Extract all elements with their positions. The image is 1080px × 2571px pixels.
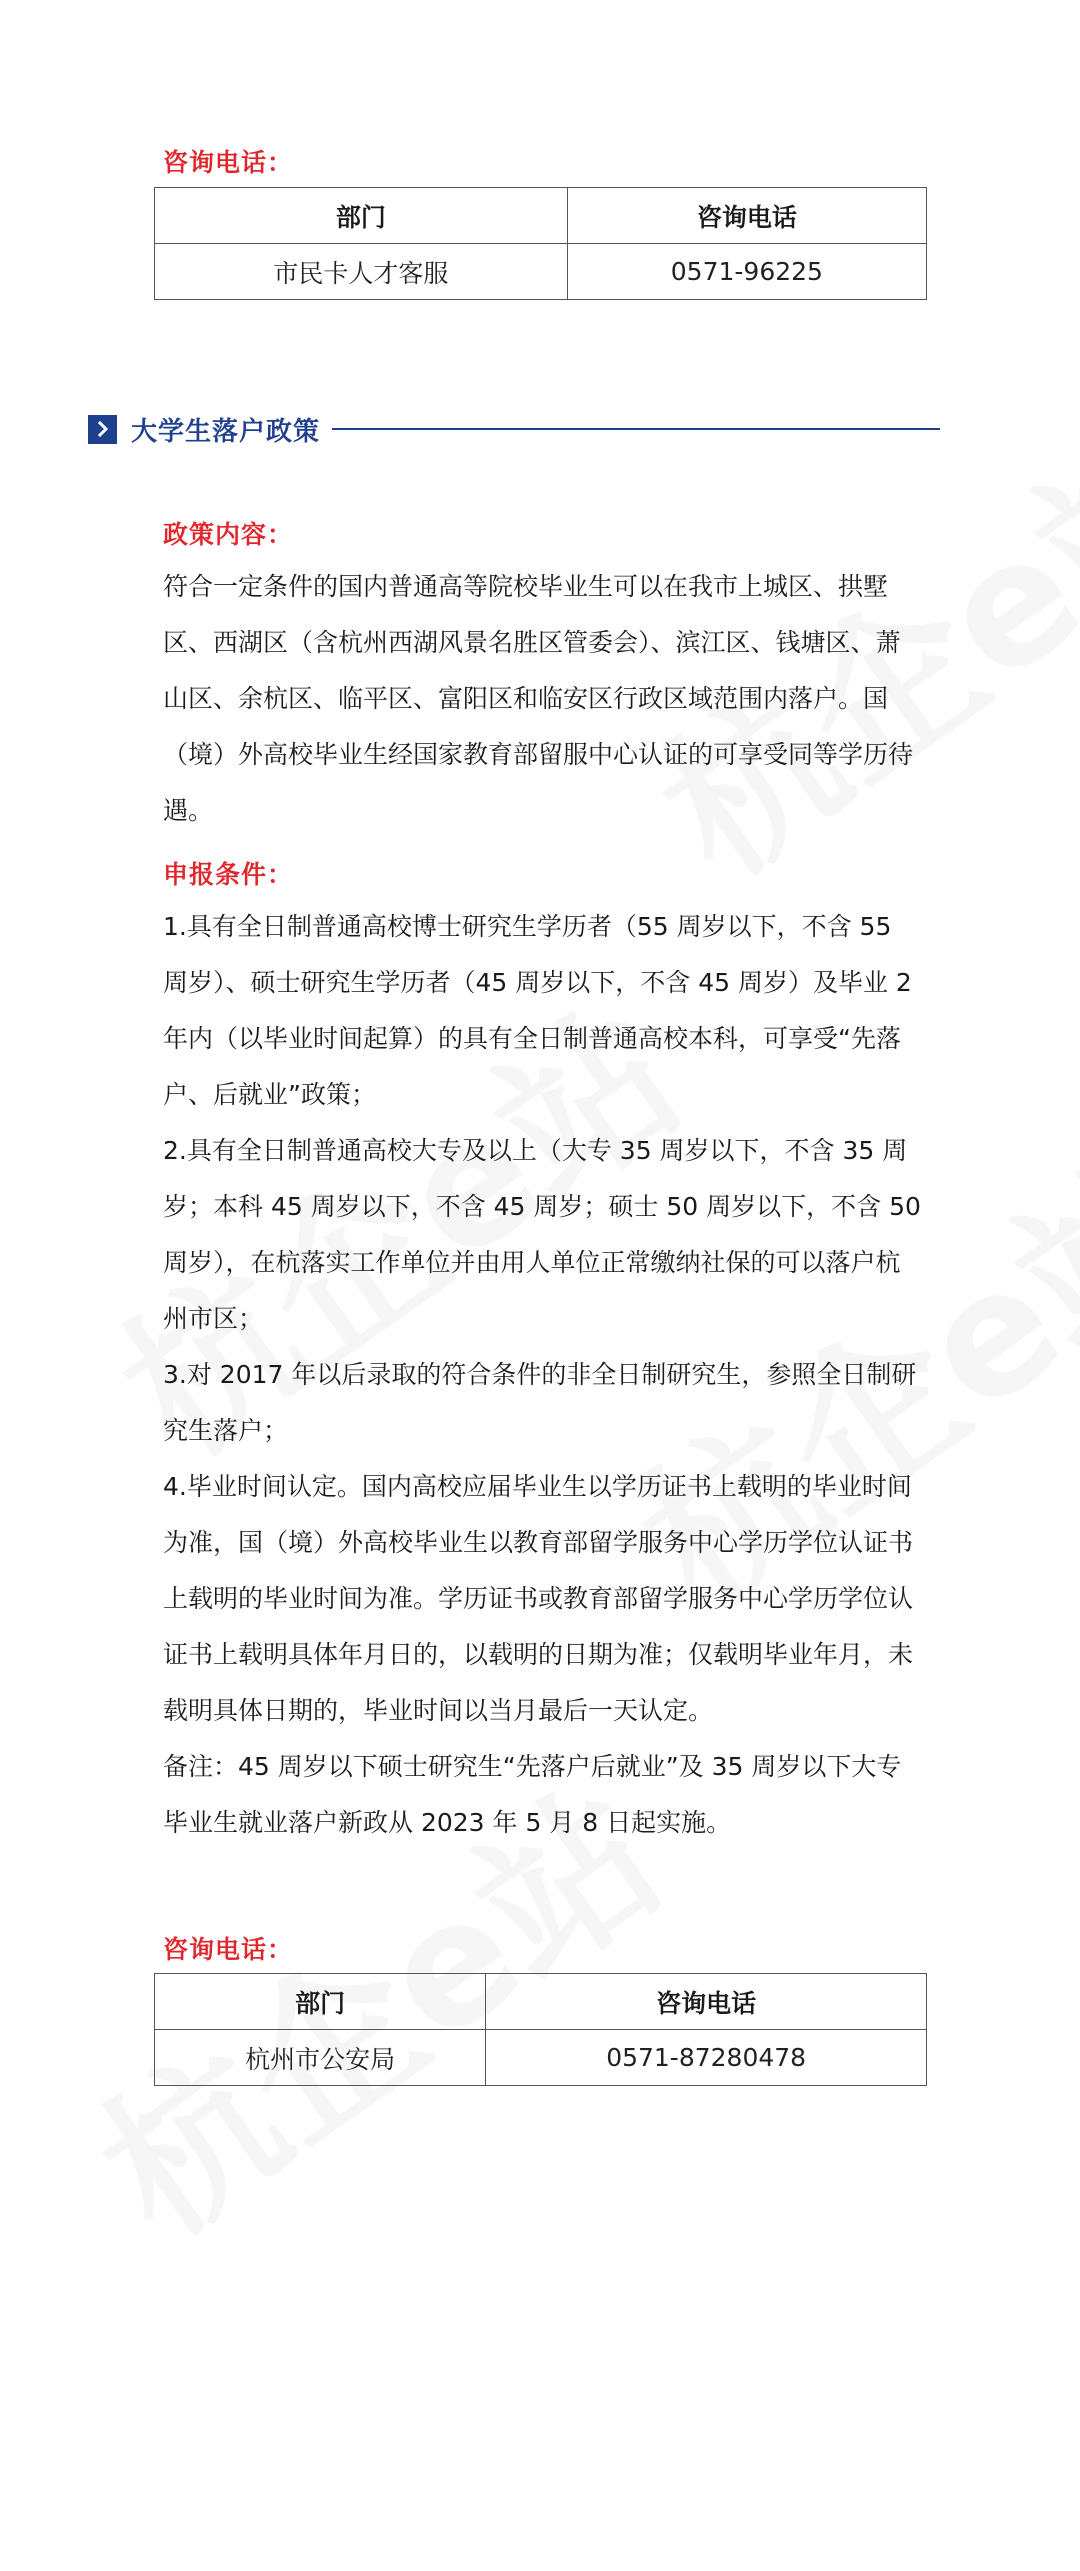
conditions-label: 申报条件： [163,860,294,889]
policy-paragraph: 符合一定条件的国内普通高等院校毕业生可以在我市上城区、拱墅区、西湖区（含杭州西湖风景名胜区管委会）、滨江区、钱塘区、萧山区、余杭区、临平区、富阳区和临安区行政区域范围内落户。国（境）外高校毕业生经国家教育部留服中心认证的可享受同等学历待遇。 [163,572,914,825]
section-divider [332,428,940,430]
phone-header: 咨询电话 [486,1974,927,2030]
phone-cell: 0571-96225 [567,244,926,300]
dept-header: 部门 [155,188,568,244]
table-header-row [155,188,927,244]
phone-cell: 0571-87280478 [486,2030,927,2086]
policy-text [163,559,923,839]
section-heading [88,410,940,448]
dept-header: 部门 [155,1974,486,2030]
phone-header: 咨询电话 [567,188,926,244]
bottom-contact-label: 咨询电话： [163,1935,294,1964]
bottom-contact-table [154,1973,927,2086]
dept-cell: 杭州市公安局 [155,2030,486,2086]
section-title: 大学生落户政策 [131,416,321,447]
chevron-right-icon [88,415,117,444]
condition-item: 2.具有全日制普通高校大专及以上（大专 35 周岁以下，不含 35 周岁；本科 45 周岁以下，不含 45 周岁；硕士 50 周岁以下，不含 50 周岁），在杭落实工作单位并由用人单位正常缴纳社保的可以落户杭州市区； [163,1136,921,1333]
condition-item: 4.毕业时间认定。国内高校应届毕业生以学历证书上载明的毕业时间为准，国（境）外高校毕业生以教育部留学服务中心学历学位认证书上载明的毕业时间为准。学历证书或教育部留学服务中心学历学位认证书上载明具体年月日的，以载明的日期为准；仅载明毕业年月，未载明具体日期的，毕业时间以当月最后一天认定。 [163,1472,914,1725]
dept-cell: 市民卡人才客服 [155,244,568,300]
table-row [155,244,927,300]
top-contact-table [154,187,927,300]
table-row [155,2030,927,2086]
top-contact-label: 咨询电话： [163,148,294,177]
condition-note: 备注：45 周岁以下硕士研究生“先落户后就业”及 35 周岁以下大专毕业生就业落户新政从 2023 年 5 月 8 日起实施。 [163,1752,902,1837]
conditions-list [163,899,923,1851]
table-header-row [155,1974,927,2030]
condition-item: 3.对 2017 年以后录取的符合条件的非全日制研究生，参照全日制研究生落户； [163,1360,917,1445]
condition-item: 1.具有全日制普通高校博士研究生学历者（55 周岁以下，不含 55 周岁）、硕士研究生学历者（45 周岁以下，不含 45 周岁）及毕业 2 年内（以毕业时间起算）的具有全日制普通高校本科，可享受“先落户、后就业”政策； [163,912,912,1109]
policy-label: 政策内容： [163,520,294,549]
